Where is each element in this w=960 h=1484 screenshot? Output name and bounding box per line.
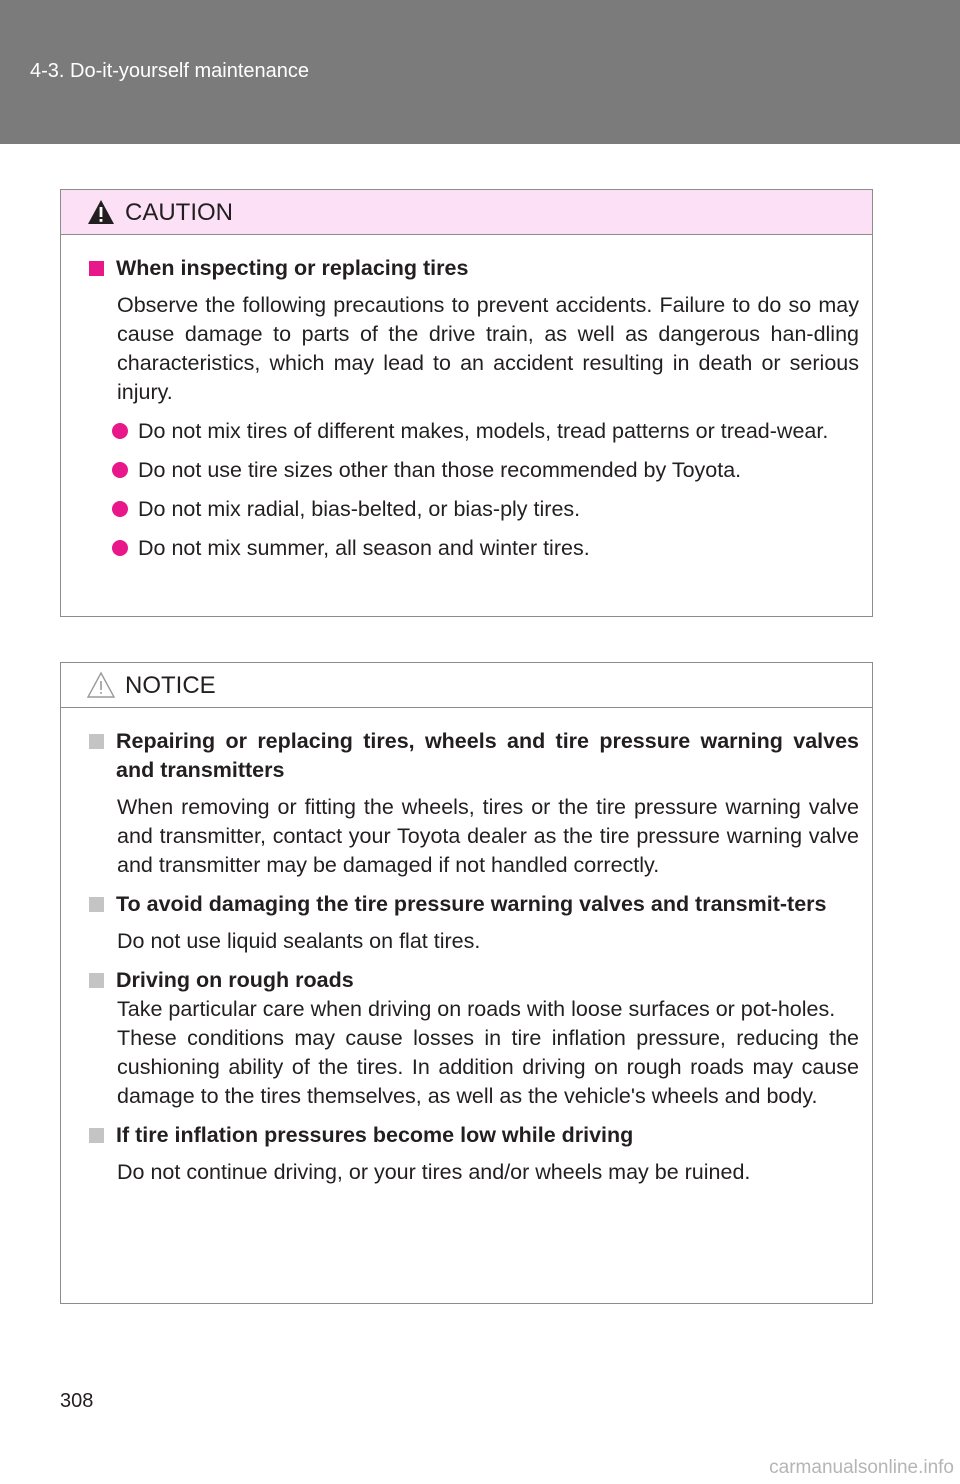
notice-body: Take particular care when driving on roads with loose surfaces or pot-holes. — [117, 997, 836, 1021]
notice-body: When removing or fitting the wheels, tires or the tire pressure warning valve and transmitter, contact your Toyota dealer as the tire pressure warning valve and transmitter may be damaged if not handled correctly. — [117, 795, 859, 877]
caution-bullet — [89, 534, 859, 563]
notice-triangle-icon — [87, 671, 115, 699]
caution-bullet — [89, 456, 859, 485]
page-header — [0, 0, 960, 144]
notice-box — [60, 662, 873, 1304]
notice-heading-text: If tire inflation pressures become low while driving — [116, 1123, 634, 1147]
caution-bullet-text: Do not mix summer, all season and winter tires. — [138, 536, 590, 560]
square-bullet-icon — [89, 973, 104, 988]
caution-box — [60, 189, 873, 617]
notice-content — [89, 727, 859, 1187]
notice-title: NOTICE — [125, 672, 216, 699]
notice-heading — [89, 1121, 859, 1150]
notice-heading-text: To avoid damaging the tire pressure warning valves and transmit-ters — [116, 892, 827, 916]
circle-bullet-icon — [112, 540, 128, 556]
watermark: carmanualsonline.info — [769, 1457, 954, 1478]
notice-heading — [89, 727, 859, 785]
caution-bullet-text: Do not mix radial, bias-belted, or bias-ply tires. — [138, 497, 581, 521]
circle-bullet-icon — [112, 423, 128, 439]
square-bullet-icon — [89, 734, 104, 749]
notice-heading — [89, 890, 859, 919]
caution-bullet-text: Do not use tire sizes other than those recommended by Toyota. — [138, 458, 742, 482]
page-number: 308 — [60, 1390, 94, 1412]
circle-bullet-icon — [112, 501, 128, 517]
notice-heading — [89, 966, 859, 995]
caution-content — [89, 254, 859, 563]
caution-bullet — [89, 495, 859, 524]
caution-bullet-text: Do not mix tires of different makes, models, tread patterns or tread-wear. — [138, 419, 829, 443]
caution-bullet — [89, 417, 859, 446]
caution-header — [61, 190, 872, 235]
caution-heading — [89, 254, 859, 283]
caution-heading-text: When inspecting or replacing tires — [116, 256, 469, 280]
caution-title: CAUTION — [125, 199, 233, 226]
square-bullet-icon — [89, 1128, 104, 1143]
notice-header — [61, 663, 872, 708]
notice-heading-text: Driving on rough roads — [116, 968, 354, 992]
square-bullet-icon — [89, 261, 104, 276]
notice-body: Do not use liquid sealants on flat tires. — [117, 929, 481, 953]
square-bullet-icon — [89, 897, 104, 912]
notice-body: Do not continue driving, or your tires and/or wheels may be ruined. — [117, 1160, 751, 1184]
notice-heading-text: Repairing or replacing tires, wheels and tire pressure warning valves and transmitters — [116, 729, 859, 782]
caution-intro: Observe the following precautions to prevent accidents. Failure to do so may cause damage to parts of the drive train, as well as dangerous han-dling characteristics, which may lead to an accident resulting in death or serious injury. — [117, 293, 859, 404]
warning-triangle-icon — [87, 198, 115, 226]
notice-body: These conditions may cause losses in tire inflation pressure, reducing the cushioning ability of the tires. In addition driving on rough roads may cause damage to the tires themselves, as well as the vehicle's wheels and body. — [117, 1026, 859, 1108]
section-title: 4-3. Do-it-yourself maintenance — [30, 60, 310, 82]
circle-bullet-icon — [112, 462, 128, 478]
